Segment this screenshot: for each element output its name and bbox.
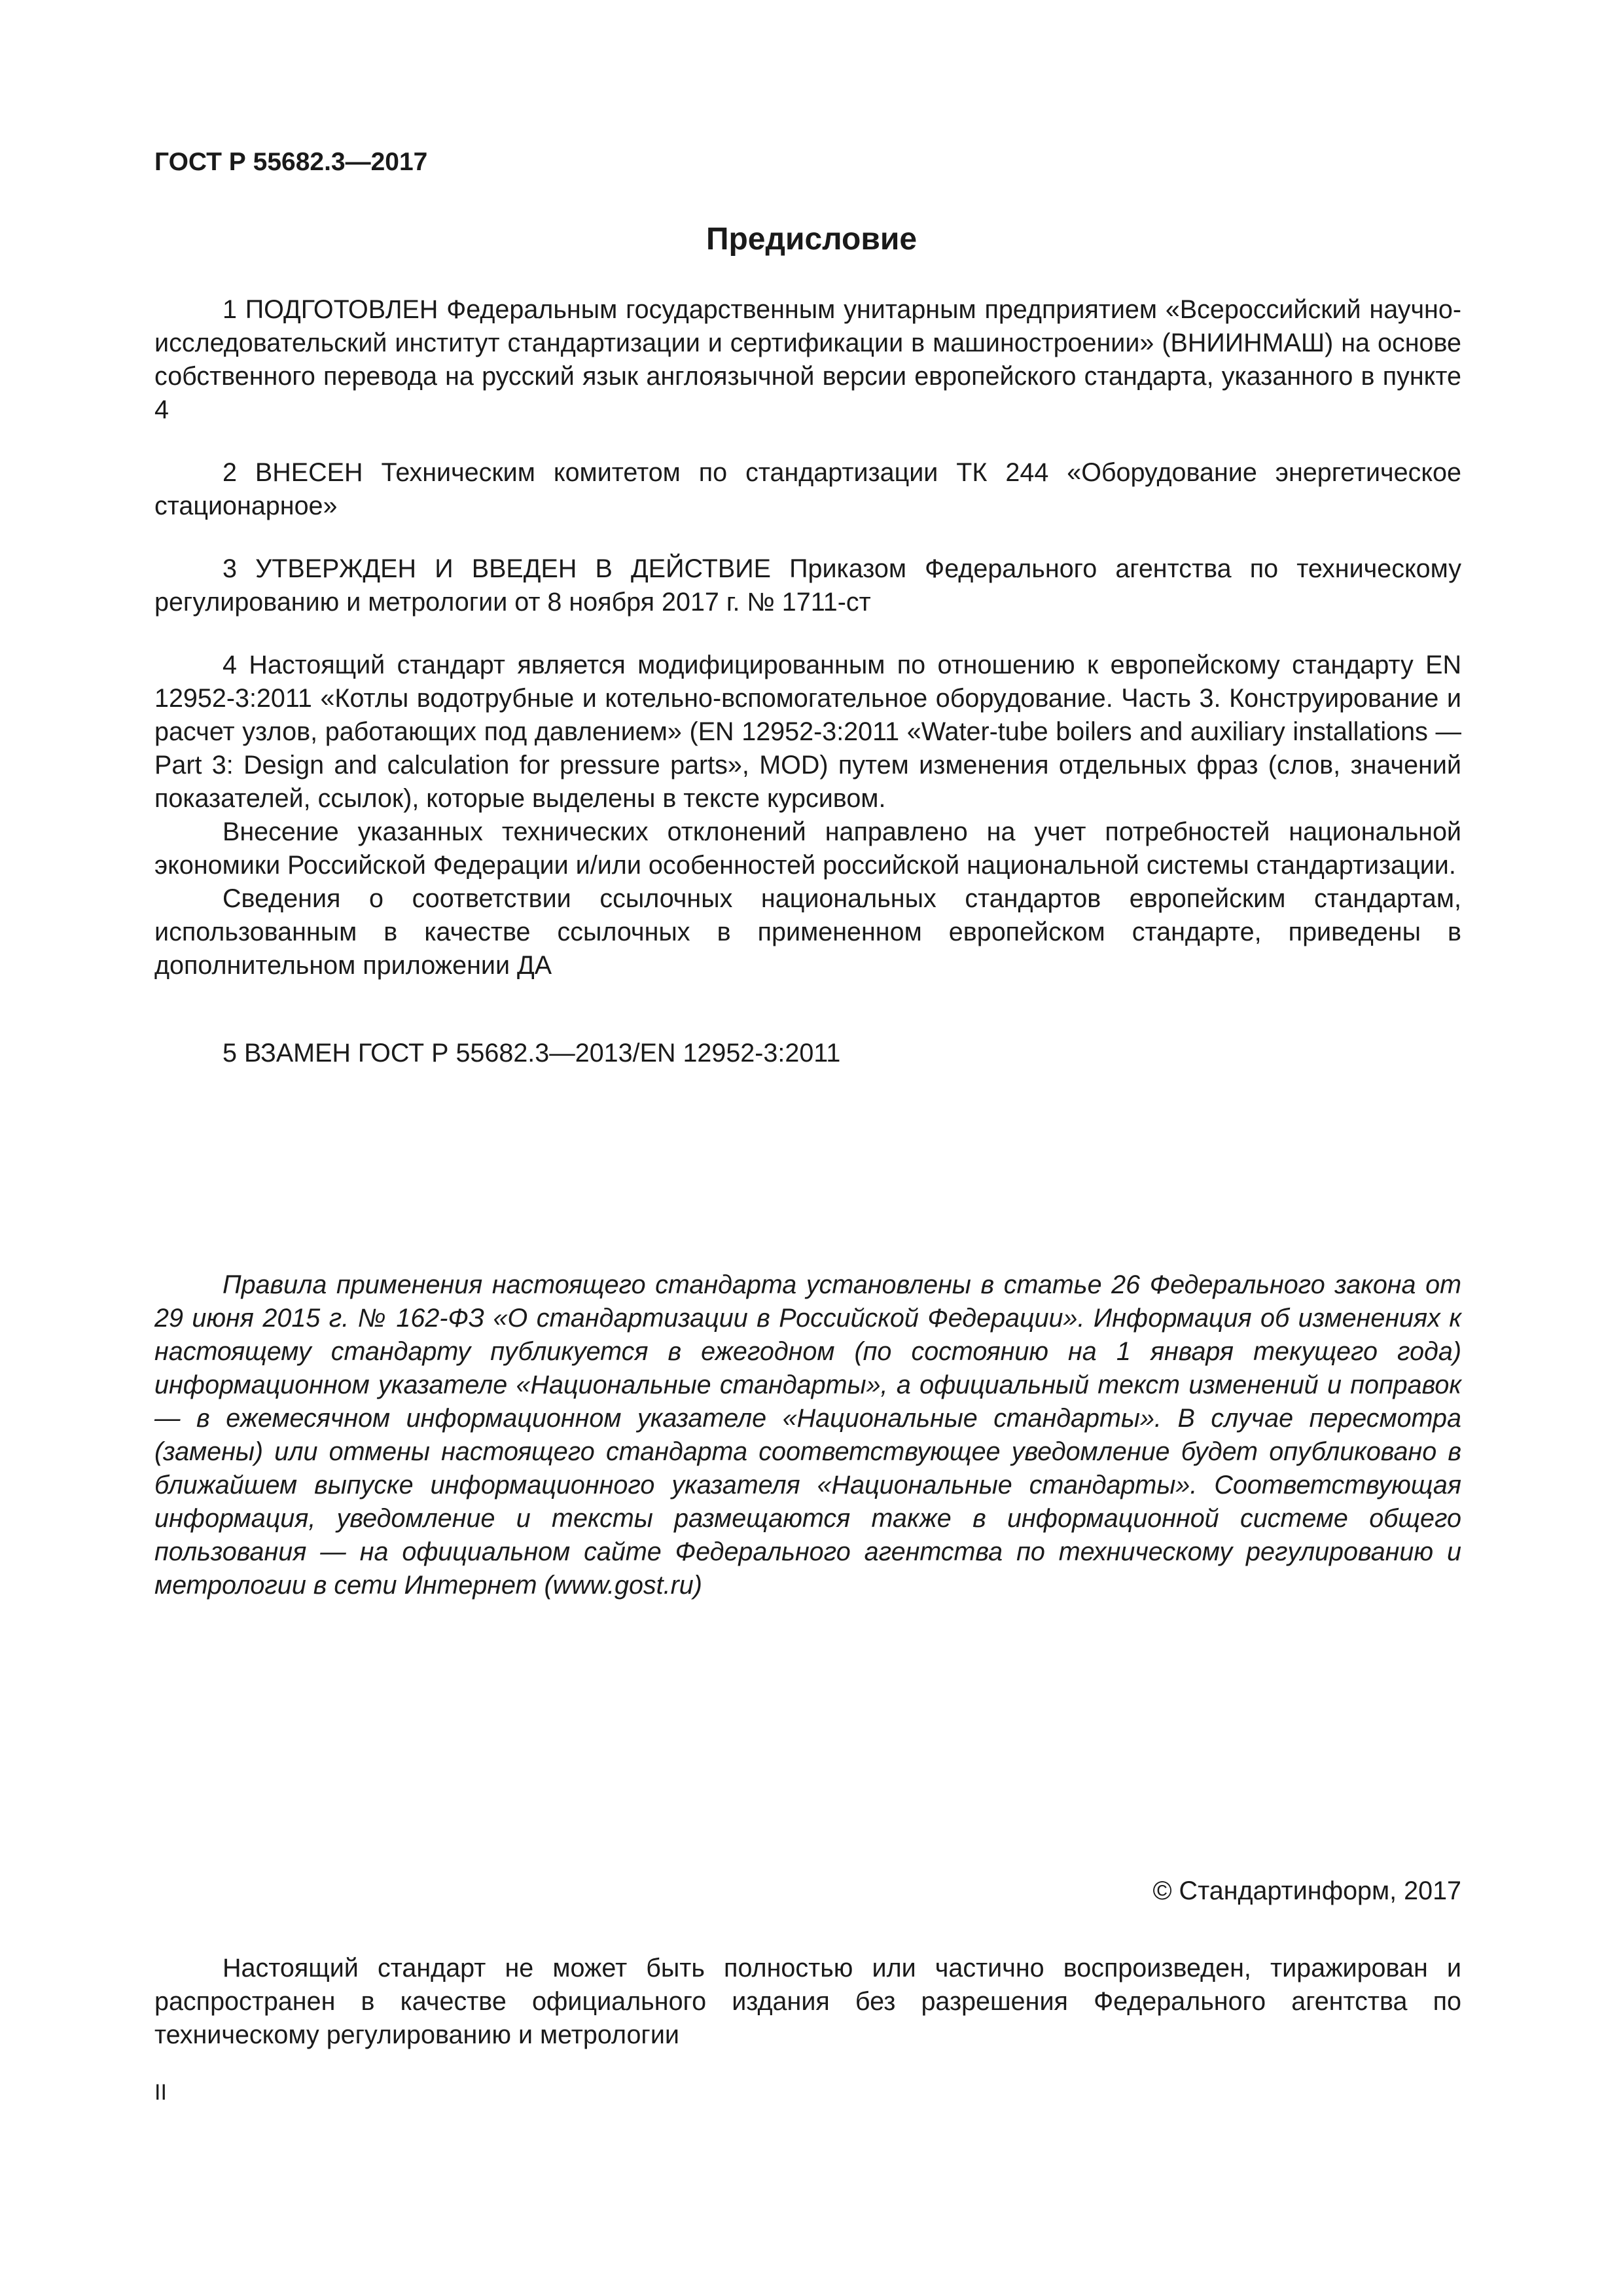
notice-paragraph: Настоящий стандарт не может быть полностью или частично воспроизведен, тиражирован и распространен в качестве официального издания без разрешения Федерального агентства по техническому регулированию и метрологии xyxy=(154,1954,1461,2049)
preface-section-1 xyxy=(154,293,1461,427)
application-rules-note xyxy=(154,1268,1461,1602)
page-title: Предисловие xyxy=(705,222,918,257)
section-paragraph: Сведения о соответствии ссылочных национальных стандартов европейским стандартам, использованным в качестве ссылочных в примененном европейском стандарте, приведены в дополнительном приложении ДА xyxy=(154,884,1461,980)
reproduction-notice xyxy=(154,1952,1461,2052)
preface-section-4 xyxy=(154,649,1461,982)
section-paragraph: 5 ВЗАМЕН ГОСТ Р 55682.3—2013/EN 12952-3:2011 xyxy=(223,1039,841,1067)
section-paragraph: 1 ПОДГОТОВЛЕН Федеральным государственным унитарным предприятием «Всероссийский научно-исследовательский институт стандартизации и сертификации в машиностроении» (ВНИИНМАШ) на основе собственного перевода на русский язык англоязычной версии европейского стандарта, указанного в пункте 4 xyxy=(154,295,1461,424)
preface-section-3 xyxy=(154,552,1461,619)
preface-section-5 xyxy=(154,1037,1461,1070)
preface-section-2 xyxy=(154,456,1461,523)
copyright-line: © Стандартинформ, 2017 xyxy=(1152,1876,1461,1905)
rules-paragraph: Правила применения настоящего стандарта установлены в статье 26 Федерального закона от 29 июня 2015 г. № 162-ФЗ «О стандартизации в Российской Федерации». Информация об изменениях к настоящему стандарту публикуется в ежегодном (по состоянию на 1 января текущего года) информационном указателе «Национальные стандарты», а официальный текст изменений и поправок — в ежемесячном информационном указателе «Национальные стандарты». В случае пересмотра (замены) или отмены настоящего стандарта соответствующее уведомление будет опубликовано в ближайшем выпуске информационного указателя «Национальные стандарты». Соответствующая информация, уведомление и тексты размещаются также в информационной системе общего пользования — на официальном сайте Федерального агентства по техническому регулированию и метрологии в сети Интернет (www.gost.ru) xyxy=(154,1270,1461,1600)
section-paragraph: 4 Настоящий стандарт является модифицированным по отношению к европейскому стандарту EN 12952-3:2011 «Котлы водотрубные и котельно-вспомогательное оборудование. Часть 3. Конструирование и расчет узлов, работающих под давлением» (EN 12952-3:2011 «Water-tube boilers and auxiliary installations — Part 3: Design and calculation for pressure parts», MOD) путем изменения отдельных фраз (слов, значений показателей, ссылок), которые выделены в тексте курсивом. xyxy=(154,651,1461,813)
section-paragraph: 3 УТВЕРЖДЕН И ВВЕДЕН В ДЕЙСТВИЕ Приказом Федерального агентства по техническому регулированию и метрологии от 8 ноября 2017 г. № 1711-ст xyxy=(154,554,1461,617)
document-header: ГОСТ Р 55682.3—2017 xyxy=(154,148,428,176)
page-number: II xyxy=(154,2080,167,2105)
section-paragraph: Внесение указанных технических отклонений направлено на учет потребностей национальной экономики Российской Федерации и/или особенностей российской национальной системы стандартизации. xyxy=(154,817,1461,880)
section-paragraph: 2 ВНЕСЕН Техническим комитетом по стандартизации ТК 244 «Оборудование энергетическое стационарное» xyxy=(154,458,1461,520)
